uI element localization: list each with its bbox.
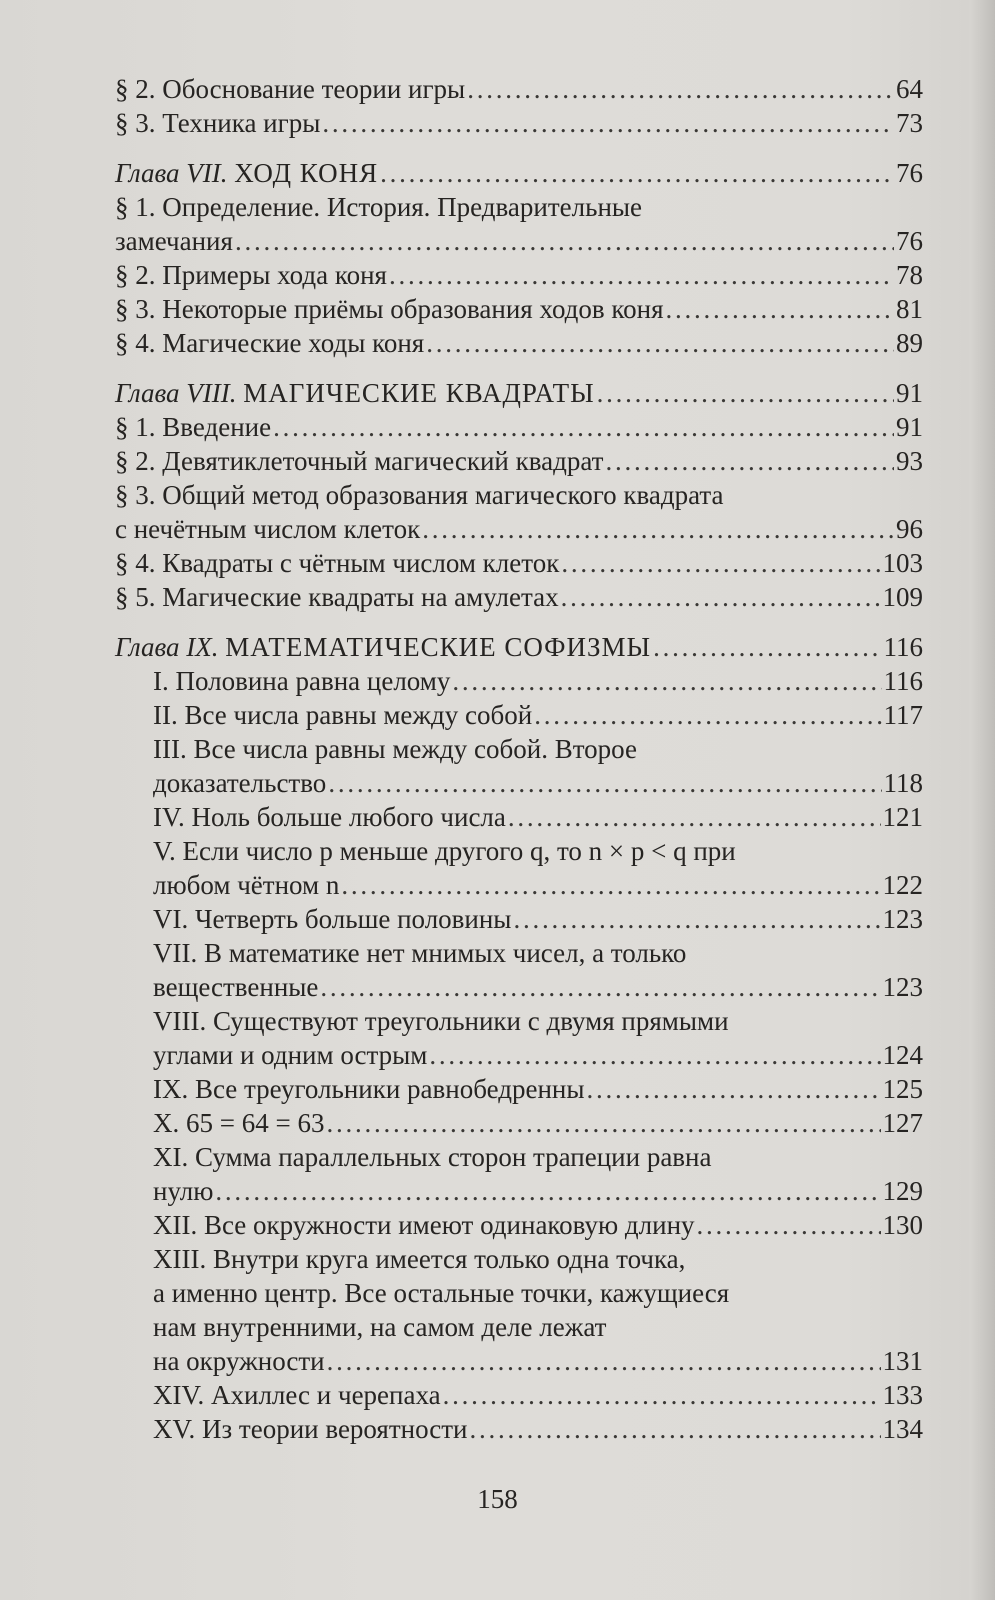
chapter-heading-text	[115, 156, 378, 190]
section-title: с нечётным числом клеток	[115, 514, 421, 544]
chapter-page-number: 91	[896, 378, 923, 408]
dot-leader	[426, 326, 894, 360]
sophism-title-line[interactable]: VIII. Существуют треугольники с двумя прямыми	[153, 1006, 729, 1036]
sophism-title: XII. Все окружности имеют одинаковую длину	[153, 1210, 695, 1240]
sophism-title-line[interactable]: а именно центр. Все остальные точки, кажущиеся	[153, 1278, 730, 1308]
sophism-title: IX. Все треугольники равнобедренны	[153, 1074, 585, 1104]
sophism-entry[interactable]	[115, 902, 923, 936]
dot-leader	[470, 1412, 881, 1446]
entry-page-number: 124	[882, 1040, 923, 1070]
sophism-title-line[interactable]: XIII. Внутри круга имеется только одна точка,	[153, 1244, 686, 1274]
chapter-label: Глава VIII.	[115, 378, 237, 408]
dot-leader	[561, 546, 880, 580]
section-title: замечания	[115, 226, 233, 256]
entry-page-number: 73	[896, 108, 923, 138]
dot-leader	[235, 224, 894, 258]
dot-leader	[508, 800, 881, 834]
entry-page-number: 109	[882, 582, 923, 612]
section-entry[interactable]	[115, 546, 923, 580]
section-title: § 1. Введение	[115, 412, 272, 442]
sophism-title: II. Все числа равны между собой	[153, 700, 533, 730]
sophism-title-line[interactable]: III. Все числа равны между собой. Второе	[153, 734, 637, 764]
sophism-entry[interactable]	[115, 698, 923, 732]
chapter-heading[interactable]	[115, 376, 923, 410]
sophism-entry[interactable]	[115, 766, 923, 800]
entry-page-number: 76	[896, 226, 923, 256]
sophism-title: углами и одним острым	[153, 1040, 428, 1070]
dot-leader	[328, 766, 881, 800]
section-entry[interactable]	[115, 106, 923, 140]
sophism-title: нулю	[153, 1176, 214, 1206]
sophism-entry[interactable]	[115, 1106, 923, 1140]
toc-block	[115, 72, 923, 140]
sophism-entry[interactable]	[115, 1072, 923, 1106]
dot-leader	[322, 106, 894, 140]
dot-leader	[215, 1174, 880, 1208]
dot-leader	[587, 1072, 881, 1106]
chapter-heading[interactable]	[115, 630, 923, 664]
chapter-title: ХОД КОНЯ	[234, 158, 379, 188]
sophism-title: доказательство	[153, 768, 327, 798]
dot-leader	[467, 72, 894, 106]
section-entry[interactable]	[115, 512, 923, 546]
chapter-label: Глава IX.	[115, 632, 219, 662]
section-title: § 2. Примеры хода коня	[115, 260, 387, 290]
dot-leader	[326, 1106, 880, 1140]
chapter-title: МАГИЧЕСКИЕ КВАДРАТЫ	[243, 378, 595, 408]
chapter-heading-text	[115, 630, 651, 664]
entry-page-number: 93	[896, 446, 923, 476]
chapter-page-number: 76	[896, 158, 923, 188]
sophism-title: вещественные	[153, 972, 319, 1002]
sophism-title: на окружности	[153, 1346, 325, 1376]
toc-block	[115, 630, 923, 1446]
dot-leader	[605, 444, 894, 478]
dot-leader	[380, 156, 894, 190]
sophism-title: I. Половина равна целому	[153, 666, 451, 696]
entry-page-number: 131	[882, 1346, 923, 1376]
sophism-entry[interactable]	[115, 1344, 923, 1378]
section-title-line[interactable]: § 3. Общий метод образования магического квадрата	[115, 480, 724, 510]
sophism-entry[interactable]	[115, 1412, 923, 1446]
entry-page-number: 117	[883, 700, 923, 730]
sophism-title-line[interactable]: VII. В математике нет мнимых чисел, а только	[153, 938, 687, 968]
section-title: § 4. Квадраты с чётным числом клеток	[115, 548, 560, 578]
section-title: § 2. Обоснование теории игры	[115, 74, 466, 104]
dot-leader	[389, 258, 894, 292]
sophism-entry[interactable]	[115, 800, 923, 834]
toc-block	[115, 156, 923, 360]
section-title: § 5. Магические квадраты на амулетах	[115, 582, 559, 612]
entry-page-number: 123	[882, 904, 923, 934]
dot-leader	[273, 410, 894, 444]
entry-page-number: 116	[883, 666, 923, 696]
sophism-title: любом чётном n	[153, 870, 340, 900]
entry-page-number: 96	[896, 514, 923, 544]
table-of-contents	[115, 72, 923, 1462]
sophism-entry[interactable]	[115, 1174, 923, 1208]
entry-page-number: 134	[882, 1414, 923, 1444]
dot-leader	[597, 376, 894, 410]
chapter-heading[interactable]	[115, 156, 923, 190]
page-gutter-shadow	[969, 0, 995, 1600]
entry-page-number: 127	[882, 1108, 923, 1138]
section-entry[interactable]	[115, 410, 923, 444]
sophism-entry[interactable]	[115, 868, 923, 902]
section-title: § 2. Девятиклеточный магический квадрат	[115, 446, 604, 476]
dot-leader	[513, 902, 880, 936]
sophism-title: XIV. Ахиллес и черепаха	[153, 1380, 441, 1410]
dot-leader	[422, 512, 894, 546]
dot-leader	[320, 970, 880, 1004]
sophism-title-line[interactable]: XI. Сумма параллельных сторон трапеции равна	[153, 1142, 712, 1172]
dot-leader	[429, 1038, 880, 1072]
entry-page-number: 123	[882, 972, 923, 1002]
dot-leader	[327, 1344, 881, 1378]
dot-leader	[666, 292, 894, 326]
section-entry[interactable]	[115, 224, 923, 258]
entry-page-number: 121	[882, 802, 923, 832]
entry-page-number: 103	[882, 548, 923, 578]
chapter-label: Глава VII.	[115, 158, 228, 188]
entry-page-number: 78	[896, 260, 923, 290]
sophism-title: X. 65 = 64 = 63	[153, 1108, 325, 1138]
section-title-line[interactable]: § 1. Определение. История. Предварительные	[115, 192, 643, 222]
sophism-entry[interactable]	[115, 1038, 923, 1072]
section-entry[interactable]	[115, 326, 923, 360]
toc-block	[115, 376, 923, 614]
entry-page-number: 81	[896, 294, 923, 324]
dot-leader	[452, 664, 881, 698]
section-title: § 3. Некоторые приёмы образования ходов коня	[115, 294, 664, 324]
sophism-entry[interactable]	[115, 1378, 923, 1412]
sophism-entry[interactable]	[115, 664, 923, 698]
sophism-title-line[interactable]: V. Если число p меньше другого q, то n × p < q при	[153, 836, 736, 866]
dot-leader	[341, 868, 880, 902]
sophism-title-line[interactable]: нам внутренними, на самом деле лежат	[153, 1312, 607, 1342]
dot-leader	[561, 580, 881, 614]
sophism-title: VI. Четверть больше половины	[153, 904, 512, 934]
chapter-title: МАТЕМАТИЧЕСКИЕ СОФИЗМЫ	[225, 632, 652, 662]
entry-page-number: 125	[882, 1074, 923, 1104]
section-entry[interactable]	[115, 258, 923, 292]
entry-page-number: 64	[896, 74, 923, 104]
sophism-title: IV. Ноль больше любого числа	[153, 802, 506, 832]
dot-leader	[653, 630, 881, 664]
chapter-page-number: 116	[883, 632, 923, 662]
entry-page-number: 118	[883, 768, 923, 798]
dot-leader	[534, 698, 881, 732]
section-entry[interactable]	[115, 72, 923, 106]
section-title: § 3. Техника игры	[115, 108, 321, 138]
dot-leader	[697, 1208, 881, 1242]
chapter-heading-text	[115, 376, 595, 410]
entry-page-number: 129	[882, 1176, 923, 1206]
section-title: § 4. Магические ходы коня	[115, 328, 425, 358]
entry-page-number: 122	[882, 870, 923, 900]
sophism-title: XV. Из теории вероятности	[153, 1414, 468, 1444]
entry-page-number: 130	[882, 1210, 923, 1240]
section-entry[interactable]	[115, 444, 923, 478]
sophism-entry[interactable]	[115, 970, 923, 1004]
section-entry[interactable]	[115, 292, 923, 326]
dot-leader	[443, 1378, 881, 1412]
page-number: 158	[477, 1484, 518, 1514]
entry-page-number: 89	[896, 328, 923, 358]
section-entry[interactable]	[115, 580, 923, 614]
entry-page-number: 91	[896, 412, 923, 442]
sophism-entry[interactable]	[115, 1208, 923, 1242]
entry-page-number: 133	[882, 1380, 923, 1410]
